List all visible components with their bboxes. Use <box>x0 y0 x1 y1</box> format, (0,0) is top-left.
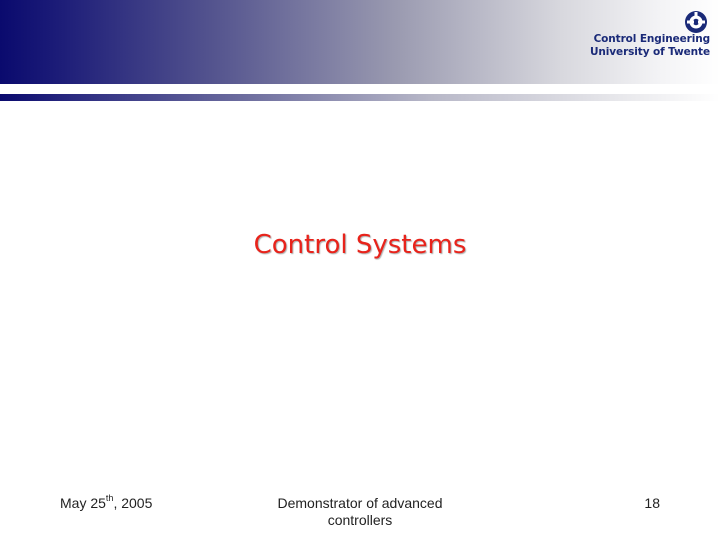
ut-logo-icon <box>684 10 708 34</box>
footer-presentation-title: Demonstrator of advanced controllers <box>277 495 443 528</box>
logo-text-university: University of Twente <box>590 46 710 58</box>
university-logo <box>582 8 710 58</box>
logo-text-department: Control Engineering <box>593 33 710 45</box>
footer-date-day: May 25 <box>60 495 106 511</box>
slide-number: 18 <box>644 495 660 511</box>
header-rule <box>0 94 720 101</box>
footer-date-year: , 2005 <box>113 495 153 511</box>
footer-date <box>60 495 152 511</box>
footer-date-ordinal: th <box>105 493 114 503</box>
slide-title: Control Systems <box>253 230 467 260</box>
